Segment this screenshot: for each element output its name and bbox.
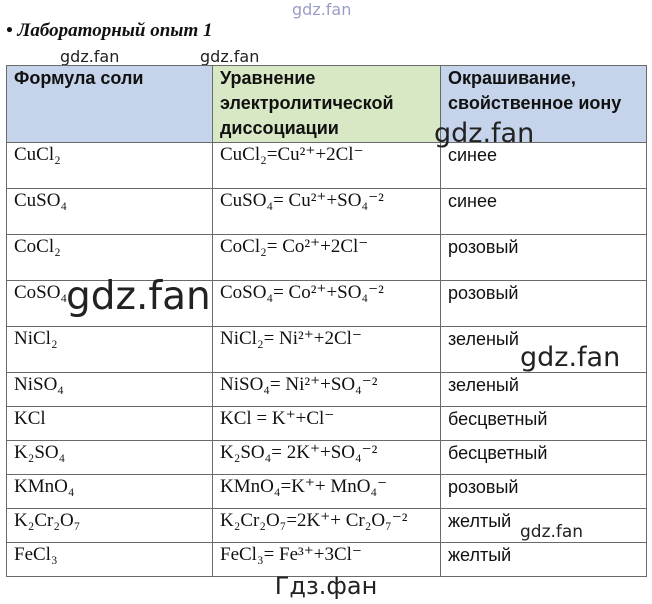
table-header-row xyxy=(7,66,647,143)
table-row xyxy=(7,143,647,189)
watermark-small-2: gdz.fan xyxy=(200,47,260,66)
cell-color: бесцветный xyxy=(441,407,647,441)
cell-formula: CoSO₄ xyxy=(7,281,213,327)
watermark-small-1: gdz.fan xyxy=(60,47,120,66)
cell-color: розовый xyxy=(441,281,647,327)
cell-equation: FeCl₃= Fe³⁺+3Cl⁻ xyxy=(213,543,441,577)
cell-formula: KCl xyxy=(7,407,213,441)
cell-equation: CoCl₂= Co²⁺+2Cl⁻ xyxy=(213,235,441,281)
cell-color: синее xyxy=(441,189,647,235)
cell-color: зеленый xyxy=(441,373,647,407)
header-dissociation-equation: Уравнение электролитической диссоциации xyxy=(213,66,441,143)
watermark-top: gdz.fan xyxy=(292,0,352,19)
cell-formula: CuCl₂ xyxy=(7,143,213,189)
table-row xyxy=(7,407,647,441)
cell-equation: K₂SO₄= 2K⁺+SO₄⁻² xyxy=(213,441,441,475)
cell-color: зеленый xyxy=(441,327,647,373)
cell-equation: CuCl₂=Cu²⁺+2Cl⁻ xyxy=(213,143,441,189)
cell-color: синее xyxy=(441,143,647,189)
cell-equation: NiSO₄= Ni²⁺+SO₄⁻² xyxy=(213,373,441,407)
watermark-bottom: Гдз.фан xyxy=(274,572,378,600)
table-row xyxy=(7,475,647,509)
cell-color: розовый xyxy=(441,475,647,509)
cell-formula: K₂SO₄ xyxy=(7,441,213,475)
cell-equation: CuSO₄= Cu²⁺+SO₄⁻² xyxy=(213,189,441,235)
cell-formula: CoCl₂ xyxy=(7,235,213,281)
cell-color: желтый xyxy=(441,543,647,577)
watermark-large-2: gdz.fan xyxy=(66,274,211,319)
cell-color: желтый xyxy=(441,509,647,543)
cell-equation: KMnO₄=K⁺+ MnO₄⁻ xyxy=(213,475,441,509)
watermark-large-3: gdz.fan xyxy=(520,342,621,373)
cell-equation: CoSO₄= Co²⁺+SO₄⁻² xyxy=(213,281,441,327)
cell-formula: NiSO₄ xyxy=(7,373,213,407)
cell-equation: NiCl₂= Ni²⁺+2Cl⁻ xyxy=(213,327,441,373)
table-row xyxy=(7,373,647,407)
table-row xyxy=(7,441,647,475)
cell-formula: NiCl₂ xyxy=(7,327,213,373)
cell-equation: KCl = K⁺+Cl⁻ xyxy=(213,407,441,441)
cell-formula: FeCl₃ xyxy=(7,543,213,577)
cell-equation: K₂Cr₂O₇=2K⁺+ Cr₂O₇⁻² xyxy=(213,509,441,543)
cell-formula: KMnO₄ xyxy=(7,475,213,509)
watermark-small-3: gdz.fan xyxy=(520,522,584,542)
cell-color: бесцветный xyxy=(441,441,647,475)
watermark-large-1: gdz.fan xyxy=(434,118,535,149)
table-row xyxy=(7,189,647,235)
cell-color: розовый xyxy=(441,235,647,281)
header-ion-color: Окрашивание, свойственное иону xyxy=(441,66,647,143)
section-heading: • Лабораторный опыт 1 xyxy=(6,20,213,41)
cell-formula: K₂Cr₂O₇ xyxy=(7,509,213,543)
dissociation-table xyxy=(6,65,647,577)
header-salt-formula: Формула соли xyxy=(7,66,213,143)
cell-formula: CuSO₄ xyxy=(7,189,213,235)
